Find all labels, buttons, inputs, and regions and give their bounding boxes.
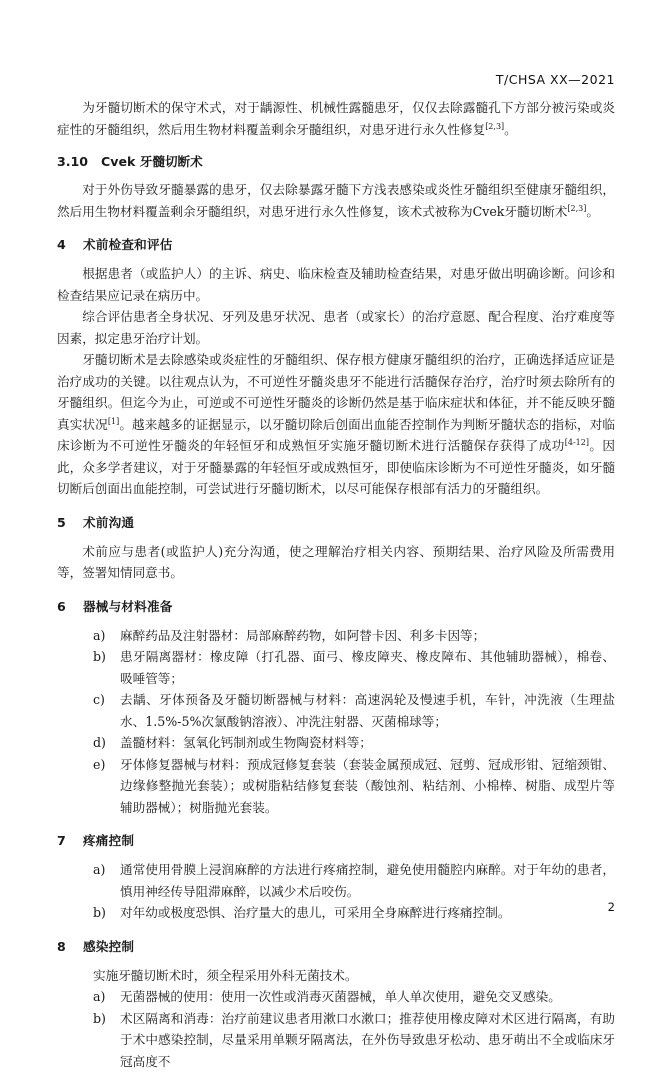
section-3-10-paragraph [57, 179, 615, 222]
list-item-text: 术区隔离和消毒：治疗前建议患者用漱口水漱口；推荐使用橡皮障对术区进行隔离，有助于术中感染控制，尽量采用单颗牙隔离法，在外伤导致患牙松动、患牙萌出不全或临床牙冠高度不 [120, 1011, 615, 1069]
section-number: 8 [57, 938, 83, 956]
list-item [57, 986, 615, 1008]
intro-text-after-cite: 。 [504, 122, 517, 137]
intro-text-before-cite: 为牙髓切断术的保守术式，对于龋源性、机械性露髓患牙，仅仅去除露髓孔下方部分被污染或炎症性的牙髓组织，然后用生物材料覆盖剩余牙髓组织，对患牙进行永久性修复 [57, 100, 615, 137]
list-item-text: 通常使用骨膜上浸润麻醉的方法进行疼痛控制，避免使用髓腔内麻醉。对于年幼的患者，慎用神经传导阻滞麻醉，以减少术后咬伤。 [120, 862, 615, 899]
section-number: 5 [57, 514, 83, 532]
list-marker: a) [93, 986, 119, 1008]
list-item-text: 患牙隔离器材：橡皮障（打孔器、面弓、橡皮障夹、橡皮障布、其他辅助器械），棉卷、吸唾管等； [120, 649, 615, 686]
list-item [57, 732, 615, 754]
section-title: 术前沟通 [83, 515, 134, 530]
list-item [57, 902, 615, 924]
section-6-list [57, 625, 615, 819]
section-8-list [57, 986, 615, 1072]
list-item [57, 689, 615, 732]
list-item [57, 754, 615, 819]
list-marker: b) [93, 646, 119, 668]
long-paragraph-part-1: 牙髓切断术是去除感染或炎症性的牙髓组织、保存根方健康牙髓组织的治疗，正确选择适应证是治疗成功的关键。以往观点认为，不可逆性牙髓炎患牙不能进行活髓保存治疗，治疗时须去除所有的牙髓组织。但迄今为止，可逆或不可逆性牙髓炎的诊断仍然是基于临床症状和体征，并不能反映牙髓真实状况 [57, 352, 615, 432]
section-heading-5 [57, 514, 615, 532]
paragraph-text-after-cite: 。 [586, 204, 599, 219]
list-marker: a) [93, 859, 119, 881]
section-heading-6 [57, 598, 615, 616]
citation-marker: [1] [108, 416, 119, 425]
long-paragraph-part-2: 。越来越多的证据显示，以牙髓切除后创面出血能否控制作为判断牙髓状态的指标，对临床诊断为不可逆性牙髓炎的年轻恒牙和成熟恒牙实施牙髓切断术进行活髓保存获得了成功 [57, 417, 615, 454]
section-title: 器械与材料准备 [83, 599, 173, 614]
section-number: 3.10 [57, 153, 101, 171]
section-title: Cvek 牙髓切断术 [101, 154, 203, 169]
section-title: 感染控制 [83, 939, 134, 954]
long-paragraph-part-3: 。因此，众多学者建议，对于牙髓暴露的年轻恒牙或成熟恒牙，即使临床诊断为不可逆性牙髓炎，如牙髓切断后创面出血能控制，可尝试进行牙髓切断术，以尽可能保存根部有活力的牙髓组织。 [57, 438, 615, 496]
list-marker: d) [93, 732, 119, 754]
page-header [57, 72, 615, 87]
list-marker: b) [93, 902, 119, 924]
paragraph-text-before-cite: 对于外伤导致牙髓暴露的患牙，仅去除暴露牙髓下方浅表感染或炎性牙髓组织至健康牙髓组织，然后用生物材料覆盖剩余牙髓组织，对患牙进行永久性修复，该术式被称为Cvek牙髓切断术 [57, 182, 615, 219]
section-heading-8 [57, 938, 615, 956]
section-4-long-paragraph [57, 349, 615, 500]
page-footer [608, 900, 615, 914]
section-title: 疼痛控制 [83, 833, 134, 848]
citation-marker: [2,3] [485, 121, 504, 130]
list-item-text: 牙体修复器械与材料：预成冠修复套装（套装金属预成冠、冠剪、冠成形钳、冠缩颈钳、边缘修整抛光套装）；或树脂粘结修复套装（酸蚀剂、粘结剂、小棉棒、树脂、成型片等辅助器械）；树脂抛光套装。 [120, 757, 615, 815]
list-item-text: 去龋、牙体预备及牙髓切断器械与材料：高速涡轮及慢速手机，车针，冲洗液（生理盐水、1.5%-5%次氯酸钠溶液）、冲洗注射器、灭菌棉球等； [120, 692, 615, 729]
list-marker: b) [93, 1008, 119, 1030]
section-8-lead-paragraph: 实施牙髓切断术时，须全程采用外科无菌技术。 [57, 965, 615, 987]
section-4-paragraph-1: 根据患者（或监护人）的主诉、病史、临床检查及辅助检查结果，对患牙做出明确诊断。问诊和检查结果应记录在病历中。 [57, 263, 615, 306]
list-item-text: 盖髓材料：氢氧化钙制剂或生物陶瓷材料等； [120, 735, 372, 750]
section-title: 术前检查和评估 [83, 237, 173, 252]
section-7-list [57, 859, 615, 924]
citation-marker: [4-12] [565, 438, 589, 447]
list-item [57, 625, 615, 647]
section-number: 4 [57, 236, 83, 254]
list-marker: a) [93, 625, 119, 647]
section-heading-4 [57, 236, 615, 254]
list-item [57, 859, 615, 902]
citation-marker: [2,3] [567, 203, 586, 212]
standard-code: T/CHSA XX—2021 [496, 72, 615, 87]
section-number: 6 [57, 598, 83, 616]
section-4-paragraph-2: 综合评估患者全身状况、牙列及患牙状况、患者（或家长）的治疗意愿、配合程度、治疗难度等因素，拟定患牙治疗计划。 [57, 306, 615, 349]
list-item-text: 麻醉药品及注射器材：局部麻醉药物，如阿替卡因、利多卡因等； [120, 628, 485, 643]
section-5-paragraph-1: 术前应与患者(或监护人)充分沟通，使之理解治疗相关内容、预期结果、治疗风险及所需费用等，签署知情同意书。 [57, 541, 615, 584]
page-number: 2 [608, 900, 615, 914]
section-number: 7 [57, 832, 83, 850]
list-marker: c) [93, 689, 119, 711]
intro-paragraph [57, 97, 615, 140]
list-item [57, 646, 615, 689]
list-item [57, 1008, 615, 1072]
list-marker: e) [93, 754, 119, 776]
section-heading-3-10 [57, 153, 615, 171]
list-item-text: 无菌器械的使用：使用一次性或消毒灭菌器械，单人单次使用，避免交叉感染。 [120, 989, 561, 1004]
list-item-text: 对年幼或极度恐惧、治疗量大的患儿，可采用全身麻醉进行疼痛控制。 [120, 905, 510, 920]
section-heading-7 [57, 832, 615, 850]
